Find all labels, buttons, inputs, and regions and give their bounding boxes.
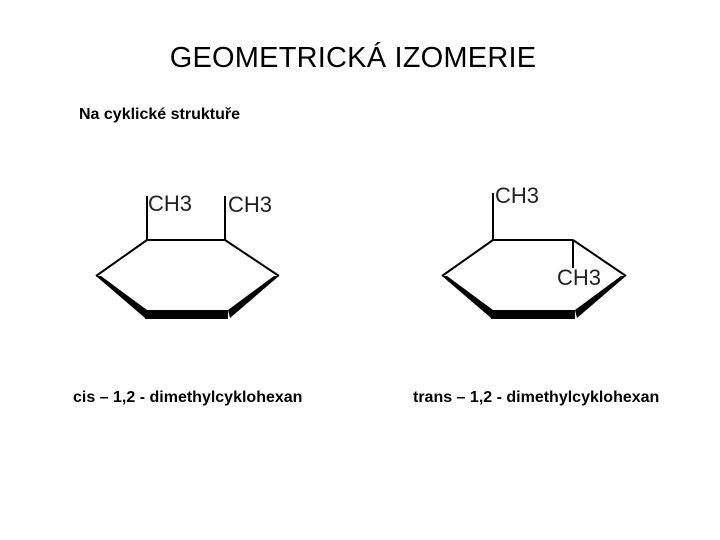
slide-subtitle: Na cyklické struktuře (79, 106, 240, 123)
ring-bond (442, 240, 493, 276)
cis-caption: cis – 1,2 - dimethylcyklohexan (73, 389, 303, 406)
cis-ring (96, 240, 279, 276)
methyl-label: CH3 (228, 192, 273, 217)
trans-caption: trans – 1,2 - dimethylcyklohexan (413, 389, 660, 406)
ring-wedge-left (442, 276, 493, 318)
ring-bond (96, 240, 147, 276)
ring-wedge-left (96, 276, 147, 318)
ring-bond (225, 240, 279, 276)
trans-structure (442, 183, 626, 319)
methyl-label: CH3 (495, 183, 540, 208)
ring-wedge-front (145, 310, 228, 319)
slide-title: GEOMETRICKÁ IZOMERIE (169, 42, 537, 74)
cis-structure (96, 191, 279, 319)
methyl-label: CH3 (148, 191, 193, 216)
methyl-label: CH3 (557, 265, 602, 290)
ring-wedge-right (228, 276, 279, 318)
ring-wedge-front (491, 310, 575, 319)
